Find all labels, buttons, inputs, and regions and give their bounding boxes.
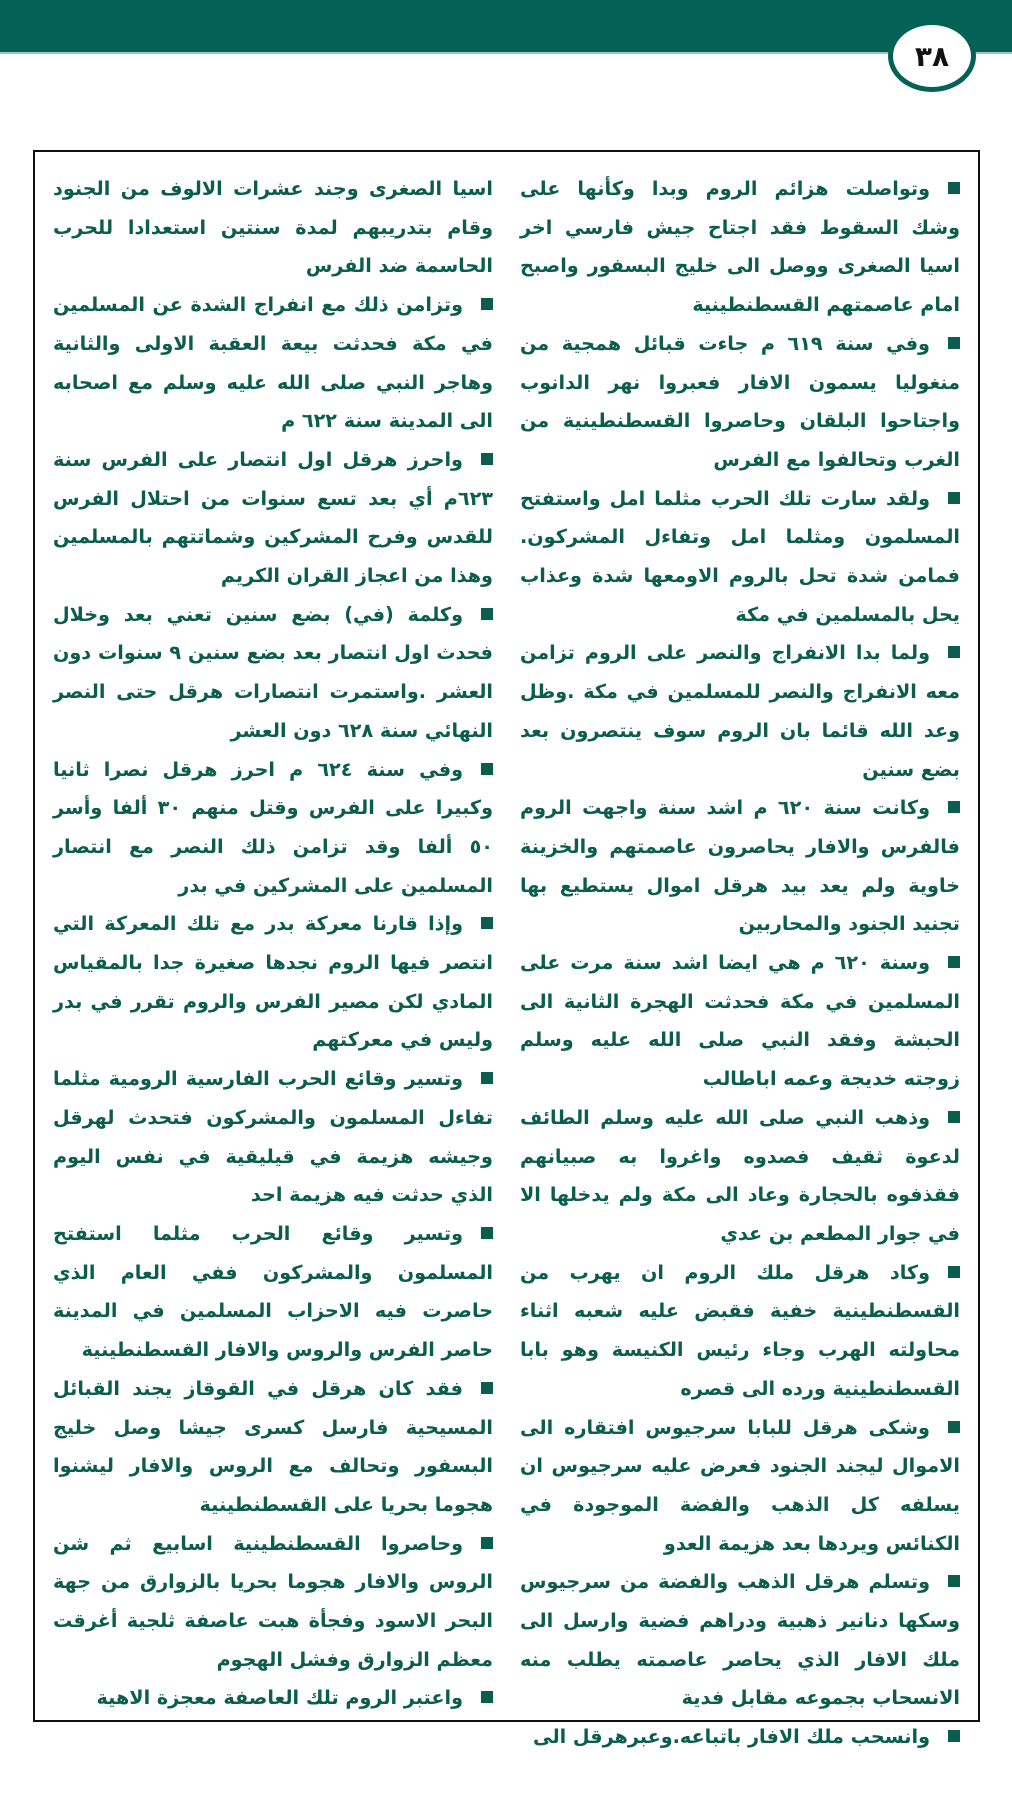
paragraph-text: وكانت سنة ٦٢٠ م اشد سنة واجهت الروم فالفرس والافار يحاصرون عاصمتهم والخزينة خاوية ولم يعد بيد هرقل اموال يستطيع بها تجنيد الجنود والمحاربين	[520, 796, 960, 936]
paragraph-text: اسيا الصغرى وجند عشرات الالوف من الجنود وقام بتدريبهم لمدة سنتين استعدادا للحرب الحاسمة ضد الفرس	[53, 177, 493, 278]
square-bullet-icon	[948, 1730, 960, 1742]
paragraph	[53, 286, 493, 441]
square-bullet-icon	[481, 917, 493, 929]
square-bullet-icon	[948, 1266, 960, 1278]
paragraph-text: ولقد سارت تلك الحرب مثلما امل واستفتح المسلمون ومثلما امل وتفاءل المشركون. فمامن شدة تحل بالروم الاومعها شدة وعذاب يحل بالمسلمين في مكة	[520, 486, 960, 626]
square-bullet-icon	[481, 1691, 493, 1703]
paragraph-text: وفي سنة ٦١٩ م جاءت قبائل همجية من منغوليا يسمون الافار فعبروا نهر الدانوب واجتاحوا البلقان وحاصروا القسطنطينية من الغرب وتحالفوا مع الفرس	[520, 331, 960, 471]
square-bullet-icon	[481, 1227, 493, 1239]
paragraph-text: ولما بدا الانفراج والنصر على الروم تزامن معه الانفراج والنصر للمسلمين في مكة .وظل وعد الله قائما بان الروم سوف ينتصرون بعد بضع سنين	[520, 641, 960, 781]
square-bullet-icon	[948, 182, 960, 194]
square-bullet-icon	[948, 646, 960, 658]
square-bullet-icon	[948, 1111, 960, 1123]
paragraph-text: وانسحب ملك الافار باتباعه.وعبرهرقل الى	[533, 1725, 930, 1749]
paragraph-text: وشكى هرقل للبابا سرجيوس افتقاره الى الاموال ليجند الجنود فعرض عليه سرجيوس ان يسلفه كل الذهب والفضة الموجودة في الكنائس ويردها بعد هزيمة العدو	[520, 1415, 960, 1555]
paragraph-text: وكاد هرقل ملك الروم ان يهرب من القسطنطينية خفية فقبض عليه شعبه اثناء محاولته الهرب وجاء رئيس الكنيسة وهو بابا القسطنطينية ورده الى قصره	[520, 1260, 960, 1400]
paragraph	[520, 944, 960, 1099]
square-bullet-icon	[948, 1421, 960, 1433]
paragraph-text: وكلمة (في) بضع سنين تعني بعد وخلال فحدث اول انتصار بعد بضع سنين ٩ سنوات دون العشر .واستمرت انتصارات هرقل حتى النصر النهائي سنة ٦٢٨ دون العشر	[53, 602, 493, 742]
paragraph	[53, 751, 493, 906]
paragraph-text: واحرز هرقل اول انتصار على الفرس سنة ٦٢٣م أي بعد تسع سنوات من احتلال الفرس للقدس وفرح المشركين وشماتتهم بالمسلمين وهذا من اعجاز القران الكريم	[53, 447, 493, 588]
column-left	[53, 170, 493, 1718]
paragraph	[520, 480, 960, 635]
paragraph-text: وذهب النبي صلى الله عليه وسلم الطائف لدعوة ثقيف فصدوه واغروا به صبيانهم فقذفوه بالحجارة وعاد الى مكة ولم يدخلها الا في جوار المطعم بن عدي	[520, 1105, 960, 1245]
paragraph	[520, 325, 960, 480]
paragraph	[520, 634, 960, 789]
paragraph	[53, 1370, 493, 1525]
paragraph-text: وسنة ٦٢٠ م هي ايضا اشد سنة مرت على المسلمين في مكة فحدثت الهجرة الثانية الى الحبشة وفقد النبي صلى الله عليه وسلم زوجته خديجة وعمه اباطالب	[520, 951, 960, 1091]
header-band	[0, 0, 1012, 52]
paragraph-text: وحاصروا القسطنطينية اسابيع ثم شن الروس والافار هجوما بحريا بالزوارق من جهة البحر الاسود وفجأة هبت عاصفة ثلجية أغرقت معظم الزوارق وفشل الهجوم	[53, 1531, 493, 1671]
paragraph	[53, 1060, 493, 1215]
paragraph	[53, 905, 493, 1060]
paragraph	[53, 596, 493, 751]
square-bullet-icon	[481, 1382, 493, 1394]
header-band-rule	[0, 52, 1012, 54]
paragraph	[53, 1215, 493, 1370]
paragraph-text: وتزامن ذلك مع انفراج الشدة عن المسلمين في مكة فحدثت بيعة العقبة الاولى والثانية وهاجر النبي صلى الله عليه وسلم مع اصحابه الى المدينة سنة ٦٢٢ م	[53, 293, 493, 433]
paragraph	[520, 1718, 960, 1757]
paragraph-text: وتسير وقائع الحرب مثلما استفتح المسلمون والمشركون ففي العام الذي حاصرت فيه الاحزاب المسلمين في المدينة حاصر الفرس والروس والافار القسطنطينية	[53, 1221, 493, 1362]
paragraph	[53, 1679, 493, 1718]
paragraph-text: وتواصلت هزائم الروم وبدا وكأنها على وشك السقوط فقد اجتاح جيش فارسي اخر اسيا الصغرى ووصل الى خليج البسفور واصبح امام عاصمتهم القسطنطينية	[520, 177, 960, 317]
paragraph	[520, 170, 960, 325]
square-bullet-icon	[948, 1575, 960, 1587]
square-bullet-icon	[481, 1072, 493, 1084]
page-number: ٣٨	[914, 39, 950, 73]
paragraph	[520, 1254, 960, 1409]
square-bullet-icon	[481, 453, 493, 465]
square-bullet-icon	[948, 337, 960, 349]
paragraph	[520, 1563, 960, 1718]
paragraph-continuation	[53, 170, 493, 286]
paragraph	[520, 1099, 960, 1254]
paragraph	[520, 789, 960, 944]
square-bullet-icon	[481, 298, 493, 310]
paragraph-text: وتسير وقائع الحرب الفارسية الرومية مثلما تفاءل المسلمون والمشركون فتحدث لهرقل وجيشه هزيمة في قيليقية في نفس اليوم الذي حدثت فيه هزيمة احد	[53, 1067, 493, 1207]
square-bullet-icon	[481, 1537, 493, 1549]
column-right	[520, 170, 960, 1757]
paragraph-text: وتسلم هرقل الذهب والفضة من سرجيوس وسكها دنانير ذهبية ودراهم فضية وارسل الى ملك الافار الذي يحاصر عاصمته يطلب منه الانسحاب بجموعه مقابل فدية	[520, 1570, 960, 1710]
paragraph-text: وإذا قارنا معركة بدر مع تلك المعركة التي انتصر فيها الروم نجدها صغيرة جدا بالمقياس المادي لكن مصير الفرس والروم تقرر في بدر وليس في معركتهم	[53, 912, 493, 1052]
paragraph	[53, 1525, 493, 1680]
square-bullet-icon	[481, 608, 493, 620]
paragraph	[53, 441, 493, 596]
paragraph	[520, 1409, 960, 1564]
square-bullet-icon	[948, 492, 960, 504]
square-bullet-icon	[948, 956, 960, 968]
paragraph-text: فقد كان هرقل في القوقاز يجند القبائل المسيحية فارسل كسرى جيشا وصل خليج البسفور وتحالف مع الروس والافار ليشنوا هجوما بحريا على القسطنطينية	[53, 1376, 493, 1516]
page-number-badge	[888, 20, 976, 92]
text-frame	[33, 150, 980, 1749]
paragraph-text: واعتبر الروم تلك العاصفة معجزة الاهية	[96, 1686, 463, 1710]
square-bullet-icon	[481, 763, 493, 775]
paragraph-text: وفي سنة ٦٢٤ م احرز هرقل نصرا ثانيا وكبيرا على الفرس وقتل منهم ٣٠ ألفا وأسر ٥٠ ألفا وقد تزامن ذلك النصر مع انتصار المسلمين على المشركين في بدر	[53, 757, 493, 897]
square-bullet-icon	[948, 801, 960, 813]
